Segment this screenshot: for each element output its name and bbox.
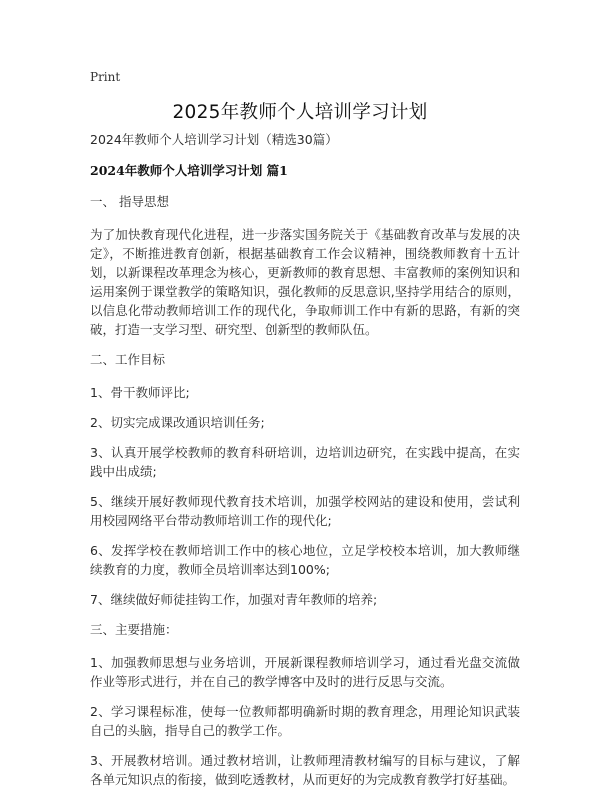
section-title: 2024年教师个人培训学习计划 篇1 — [90, 163, 288, 178]
measure-item: 3、开展教材培训。通过教材培训，让教师理清教材编写的目标与建议，了解各单元知识点的衔接，做到吃透教材，从而更好的为完成教育教学打好基础。 — [90, 753, 520, 787]
heading-main-measures: 三、主要措施： — [90, 622, 178, 637]
goal-item: 1、骨干教师评比; — [90, 385, 190, 400]
goal-item: 2、切实完成课改通识培训任务; — [90, 415, 265, 430]
goal-item: 3、认真开展学校教师的教育科研培训，边培训边研究，在实践中提高，在实践中出成绩; — [90, 445, 520, 479]
measure-item: 2、学习课程标准，使每一位教师都明确新时期的教育理念，用理论知识武装自己的头脑，指导自己的教学工作。 — [90, 704, 520, 738]
goal-item: 7、继续做好师徒挂钩工作，加强对青年教师的培养; — [90, 592, 378, 607]
heading-work-goals: 二、工作目标 — [90, 352, 166, 367]
print-link[interactable]: Print — [90, 70, 121, 84]
goal-item: 6、发挥学校在教师培训工作中的核心地位，立足学校校本培训，加大教师继续教育的力度，教师全员培训率达到100%; — [90, 543, 520, 577]
document-subtitle: 2024年教师个人培训学习计划（精选30篇） — [90, 132, 338, 147]
goal-item: 5、继续开展好教师现代教育技术培训，加强学校网站的建设和使用，尝试利用校园网络平台带动教师培训工作的现代化; — [90, 494, 520, 528]
measure-item: 1、加强教师思想与业务培训，开展新课程教师培训学习，通过看光盘交流做作业等形式进行，并在自己的教学博客中及时的进行反思与交流。 — [90, 655, 520, 689]
heading-guiding-ideology: 一、 指导思想 — [90, 194, 169, 209]
page-title: 2025年教师个人培训学习计划 — [172, 102, 428, 123]
paragraph-guiding-ideology: 为了加快教育现代化进程，进一步落实国务院关于《基础教育改革与发展的决定》，不断推进教育创新，根据基础教育工作会议精神，围绕教师教育十五计划，以新课程改革理念为核心，更新教师的教育思想、丰富教师的案例知识和运用案例于课堂教学的策略知识，强化教师的反思意识,坚持学用结合的原则，以信息化带动教师培训工作的现代化，争取师训工作中有新的思路，有新的突破，打造一支学习型、研究型、创新型的教师队伍。 — [90, 227, 520, 337]
document-body — [90, 130, 520, 800]
